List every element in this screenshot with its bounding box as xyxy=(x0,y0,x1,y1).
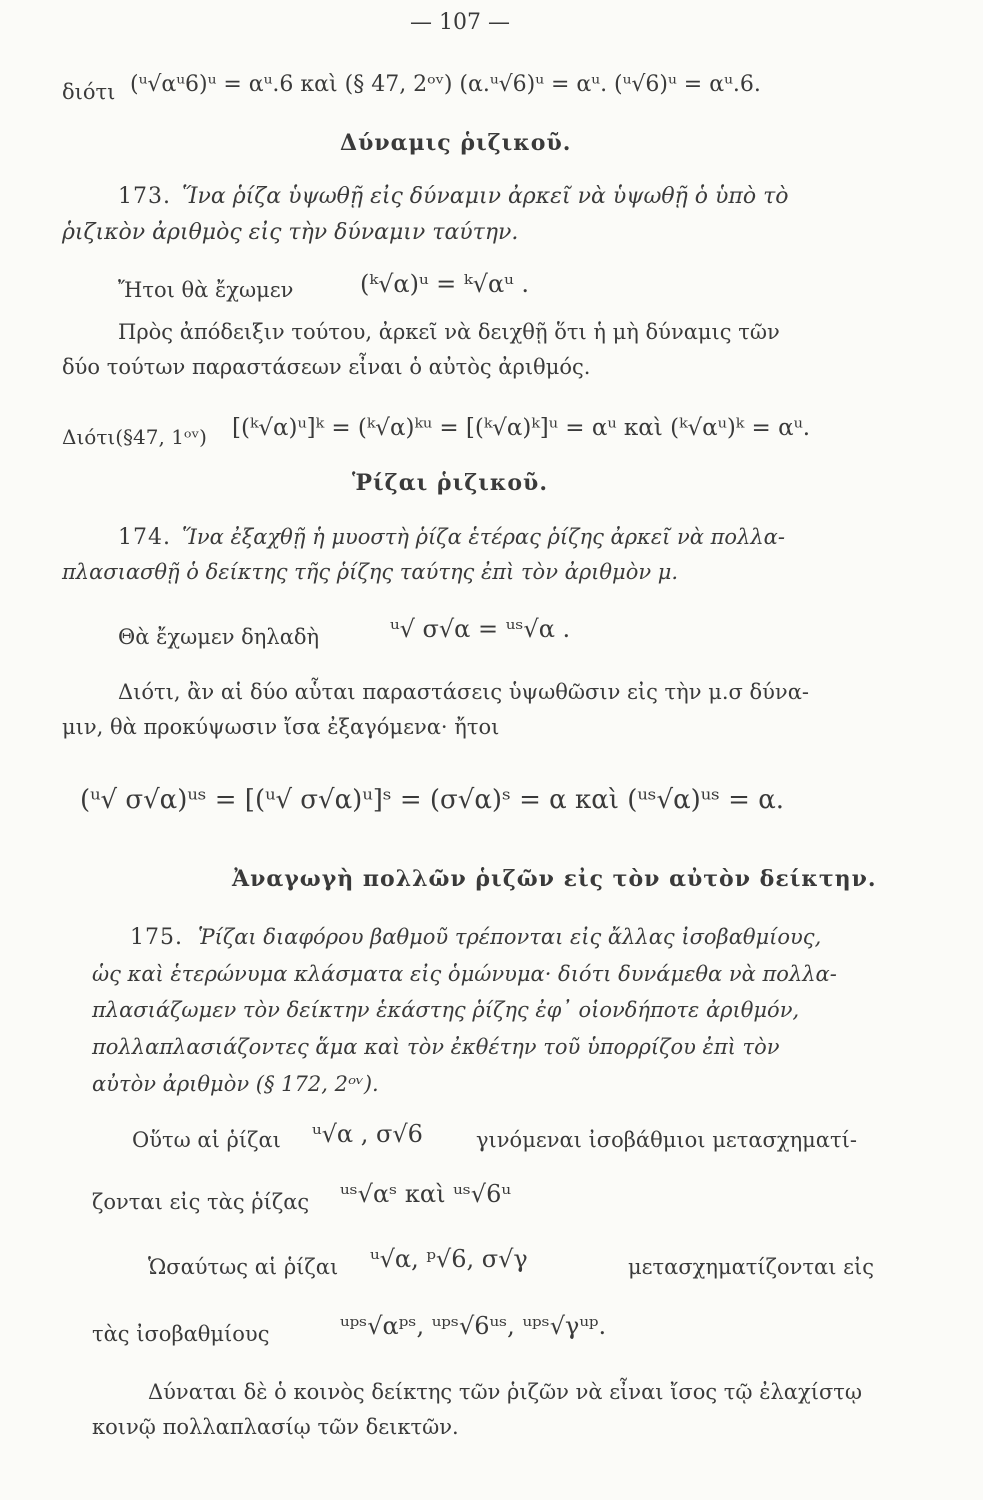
text-tas: τὰς ἰσοβαθμίους xyxy=(92,1322,270,1346)
paragraph-174-line-1: Ἵνα ἐξαχθῇ ἡ μυοστὴ ῥίζα ἑτέρας ῥίζης ἀρκεῖ νὰ πολλα- xyxy=(182,525,785,549)
formula-big: (ᵘ√ σ√α)ᵘˢ = [(ᵘ√ σ√α)ᵘ]ˢ = (σ√α)ˢ = α καὶ (ᵘˢ√α)ᵘˢ = α. xyxy=(80,785,785,815)
paragraph-proof-line-2: δύο τούτων παραστάσεων εἶναι ὁ αὐτὸς ἀριθμός. xyxy=(62,355,591,379)
formula-tas: ᵘᵖˢ√αᵖˢ, ᵘᵖˢ√6ᵘˢ, ᵘᵖˢ√γᵘᵖ. xyxy=(340,1312,607,1340)
paragraph-number-175: 175. xyxy=(130,925,183,950)
paragraph-dioti2-line-1: Διότι, ἂν αἱ δύο αὗται παραστάσεις ὑψωθῶσιν εἰς τὴν μ.σ δύνα- xyxy=(118,680,809,704)
formula-zontai: ᵘˢ√αˢ καὶ ᵘˢ√6ᵘ xyxy=(340,1180,511,1208)
paragraph-173-line-1: Ἵνα ῥίζα ὑψωθῇ εἰς δύναμιν ἀρκεῖ νὰ ὑψωθῇ ὁ ὑπὸ τὸ xyxy=(182,184,789,209)
paragraph-175-line-2: ὡς καὶ ἑτερώνυμα κλάσματα εἰς ὁμώνυμα· διότι δυνάμεθα νὰ πολλα- xyxy=(92,962,837,986)
paragraph-175-line-1: Ῥίζαι διαφόρου βαθμοῦ τρέπονται εἰς ἄλλας ἰσοβαθμίους, xyxy=(198,925,822,949)
heading-common-index: Ἀναγωγὴ πολλῶν ῥιζῶν εἰς τὸν αὐτὸν δείκτην. xyxy=(232,866,877,892)
paragraph-175-line-3: πλασιάζωμεν τὸν δείκτην ἑκάστης ῥίζης ἐφ᾽ οἱονδήποτε ἀριθμόν, xyxy=(92,998,800,1022)
paragraph-dioti2-line-2: μιν, θὰ προκύψωσιν ἴσα ἐξαγόμενα· ἤτοι xyxy=(62,715,500,739)
text-osautws: Ὡσαύτως αἱ ῥίζαι xyxy=(148,1255,339,1279)
page-number: — 107 — xyxy=(410,10,510,35)
text-osautws-end: μετασχηματίζονται εἰς xyxy=(628,1255,875,1279)
text-outo: Οὕτω αἱ ῥίζαι xyxy=(132,1128,281,1152)
heading-power-of-radical: Δύναμις ῥιζικοῦ. xyxy=(340,130,572,156)
heading-roots-of-radical: Ῥίζαι ῥιζικοῦ. xyxy=(352,470,548,496)
paragraph-175-line-4: πολλαπλασιάζοντες ἅμα καὶ τὸν ἐκθέτην τοῦ ὑπορρίζου ἐπὶ τὸν xyxy=(92,1035,780,1059)
paragraph-number-173: 173. xyxy=(118,184,171,209)
paragraph-common-line-2: κοινῷ πολλαπλασίῳ τῶν δεικτῶν. xyxy=(92,1415,459,1439)
paragraph-173-line-2: ῥιζικὸν ἀριθμὸς εἰς τὴν δύναμιν ταύτην. xyxy=(62,220,519,245)
line-intro: διότι xyxy=(62,80,116,104)
text-outo-end: γινόμεναι ἰσοβάθμιοι μετασχηματί- xyxy=(476,1128,857,1152)
paragraph-175-line-5: αὐτὸν ἀριθμὸν (§ 172, 2ᵒᵛ). xyxy=(92,1072,379,1096)
paragraph-proof-line-1: Πρὸς ἀπόδειξιν τούτου, ἀρκεῖ νὰ δειχθῇ ὅτι ἡ μὴ δύναμις τῶν xyxy=(118,320,780,344)
paragraph-174-line-2: πλασιασθῇ ὁ δείκτης τῆς ῥίζης ταύτης ἐπὶ τὸν ἀριθμὸν μ. xyxy=(62,560,679,584)
text-htoi: Ἤτοι θὰ ἔχωμεν xyxy=(118,278,294,302)
text-zontai: ζονται εἰς τὰς ῥίζας xyxy=(92,1190,310,1214)
text-tha-exomen: Θὰ ἔχωμεν δηλαδὴ xyxy=(118,625,320,649)
text-dioti-ref: Διότι(§47, 1ᵒᵛ) xyxy=(62,425,207,449)
formula-htoi: (ᵏ√α)ᵘ = ᵏ√αᵘ . xyxy=(360,270,530,298)
formula-tha: ᵘ√ σ√α = ᵘˢ√α . xyxy=(390,615,571,643)
formula-line-1: (ᵘ√αᵘ6)ᵘ = αᵘ.6 καὶ (§ 47, 2ᵒᵛ) (α.ᵘ√6)ᵘ = αᵘ. (ᵘ√6)ᵘ = αᵘ.6. xyxy=(130,72,761,97)
formula-osautws: ᵘ√α, ᵖ√6, σ√γ xyxy=(370,1245,528,1273)
formula-dioti: [(ᵏ√α)ᵘ]ᵏ = (ᵏ√α)ᵏᵘ = [(ᵏ√α)ᵏ]ᵘ = αᵘ καὶ (ᵏ√αᵘ)ᵏ = αᵘ. xyxy=(232,415,811,441)
paragraph-number-174: 174. xyxy=(118,525,171,550)
paragraph-common-line-1: Δύναται δὲ ὁ κοινὸς δείκτης τῶν ῥιζῶν νὰ εἶναι ἴσος τῷ ἐλαχίστῳ xyxy=(148,1380,863,1404)
formula-outo: ᵘ√α , σ√6 xyxy=(312,1120,423,1148)
